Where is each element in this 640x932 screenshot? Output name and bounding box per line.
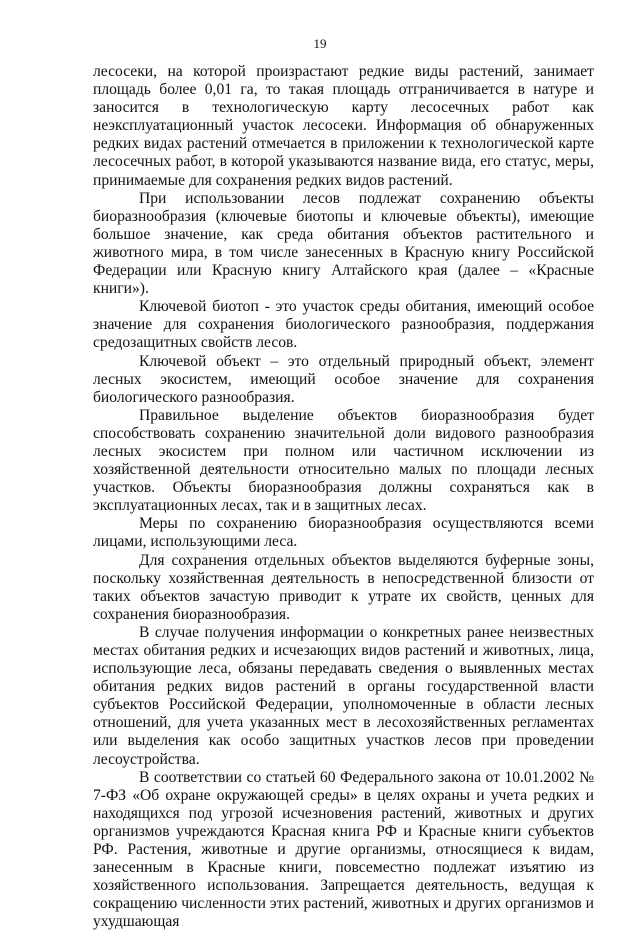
paragraph-5: Правильное выделение объектов биоразнообразия будет способствовать сохранению значительной доли видового разнообразия лесных экосистем при полном или частичном исключении из хозяйственной деятельности относительно малых по площади лесных участков. Объекты биоразнообразия должны сохраняться как в эксплуатационных лесах, так и в защитных лесах. bbox=[93, 406, 594, 515]
page-number: 19 bbox=[313, 36, 327, 51]
paragraph-2: При использовании лесов подлежат сохранению объекты биоразнообразия (ключевые биотопы и ключевые объекты), имеющие большое значение, как среда обитания объектов растительного и животного мира, в том числе занесенных в Красную книгу Российской Федерации или Красную книгу Алтайского края (далее – «Красные книги»). bbox=[93, 189, 594, 298]
paragraph-6: Меры по сохранению биоразнообразия осуществляются всеми лицами, использующими леса. bbox=[93, 515, 594, 551]
paragraph-1: лесосеки, на которой произрастают редкие виды растений, занимает площадь более 0,01 га, то такая площадь отграничивается в натуре и заносится в технологическую карту лесосечных работ как неэксплуатационный участок лесосеки. Информация об обнаруженных редких видах растений отмечается в приложении к технологической карте лесосечных работ, в которой указываются название вида, его статус, меры, принимаемые для сохранения редких видов растений. bbox=[93, 63, 594, 189]
paragraph-9: В соответствии со статьей 60 Федерального закона от 10.01.2002 № 7-ФЗ «Об охране окружающей среды» в целях охраны и учета редких и находящихся под угрозой исчезновения растений, животных и других организмов учреждаются Красная книга РФ и Красные книги субъектов РФ. Растения, животные и другие организмы, относящиеся к видам, занесенным в Красные книги, повсеместно подлежат изъятию из хозяйственного использования. Запрещается деятельность, ведущая к сокращению численности этих растений, животных и других организмов и ухудшающая bbox=[93, 768, 594, 931]
paragraph-4: Ключевой объект – это отдельный природный объект, элемент лесных экосистем, имеющий особое значение для сохранения биологического разнообразия. bbox=[93, 352, 594, 406]
paragraph-7: Для сохранения отдельных объектов выделяются буферные зоны, поскольку хозяйственная деятельность в непосредственной близости от таких объектов зачастую приводит к утрате их свойств, ценных для сохранения биоразнообразия. bbox=[93, 551, 594, 623]
paragraph-8: В случае получения информации о конкретных ранее неизвестных местах обитания редких и исчезающих видов растений и животных, лица, использующие леса, обязаны передавать сведения о выявленных местах обитания редких видов растений в органы государственной власти субъектов Российской Федерации, уполномоченные в области лесных отношений, для учета указанных мест в лесохозяйственных регламентах или выделения как особо защитных участков лесов при проведении лесоустройства. bbox=[93, 623, 594, 768]
paragraph-3: Ключевой биотоп - это участок среды обитания, имеющий особое значение для сохранения биологического разнообразия, поддержания средозащитных свойств лесов. bbox=[93, 298, 594, 352]
page-body bbox=[93, 63, 594, 932]
